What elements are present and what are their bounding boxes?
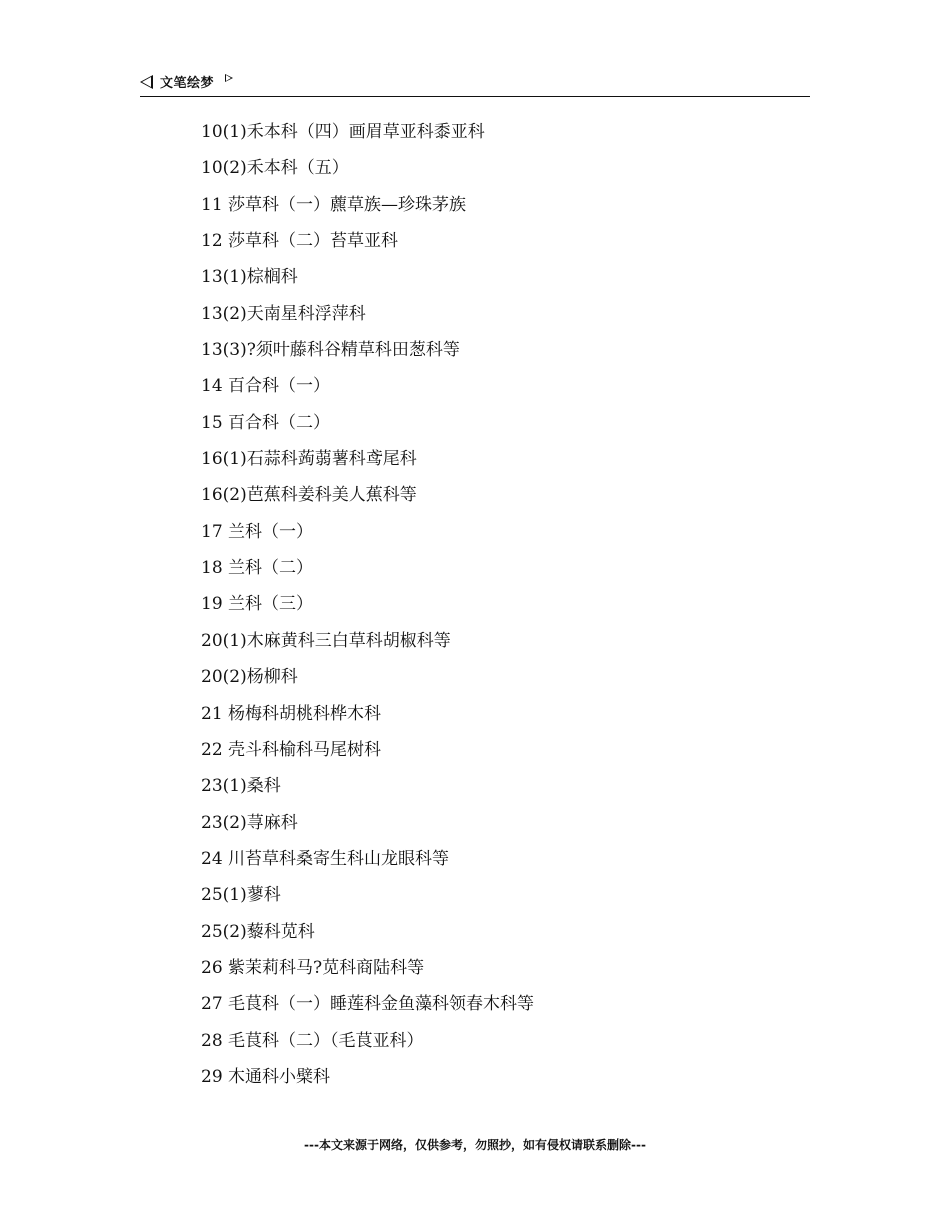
toc-item: 16(1)石蒜科蒟蒻薯科鸢尾科: [201, 449, 417, 470]
toc-item: 13(2)天南星科浮萍科: [201, 303, 366, 324]
toc-item: 11 莎草科（一）藨草族—珍珠茅族: [201, 194, 467, 215]
toc-item: 12 莎草科（二）苔草亚科: [201, 231, 399, 252]
toc-item: 25(2)藜科苋科: [201, 921, 315, 942]
toc-item: 14 百合科（一）: [201, 376, 331, 397]
toc-item: 20(1)木麻黄科三白草科胡椒科等: [201, 630, 451, 651]
toc-item: 29 木通科小檗科: [201, 1066, 331, 1087]
header-brand: 文笔绘梦: [160, 76, 215, 91]
toc-item: 13(1)棕榈科: [201, 267, 298, 288]
toc-item: 10(2)禾本科（五）: [201, 158, 349, 179]
toc-item: 17 兰科（一）: [201, 521, 314, 542]
toc-item: 22 壳斗科榆科马尾树科: [201, 739, 382, 760]
toc-item: 27 毛茛科（一）睡莲科金鱼藻科领春木科等: [201, 994, 535, 1015]
toc-item: 13(3)?须叶藤科谷精草科田葱科等: [201, 340, 460, 361]
toc-item: 19 兰科（三）: [201, 594, 314, 615]
toc-item: 15 百合科（二）: [201, 412, 331, 433]
toc-item: 18 兰科（二）: [201, 558, 314, 579]
toc-item: 28 毛茛科（二）（毛茛亚科）: [201, 1030, 424, 1051]
right-triangle-icon: [225, 74, 233, 82]
toc-item: 25(1)蓼科: [201, 885, 281, 906]
toc-item: 24 川苔草科桑寄生科山龙眼科等: [201, 848, 450, 869]
toc-item: 23(2)荨麻科: [201, 812, 298, 833]
left-triangle-icon: [140, 75, 153, 89]
table-of-contents: [201, 118, 534, 1099]
toc-item: 26 紫茉莉科马?苋科商陆科等: [201, 957, 425, 978]
toc-item: 23(1)桑科: [201, 776, 281, 797]
toc-item: 10(1)禾本科（四）画眉草亚科黍亚科: [201, 122, 485, 142]
page-header: [140, 70, 810, 97]
page-footer: ---本文来源于网络，仅供参考，勿照抄，如有侵权请联系删除---: [304, 1138, 646, 1152]
toc-item: 20(2)杨柳科: [201, 667, 298, 688]
toc-item: 21 杨梅科胡桃科桦木科: [201, 703, 382, 724]
toc-item: 16(2)芭蕉科姜科美人蕉科等: [201, 485, 417, 506]
